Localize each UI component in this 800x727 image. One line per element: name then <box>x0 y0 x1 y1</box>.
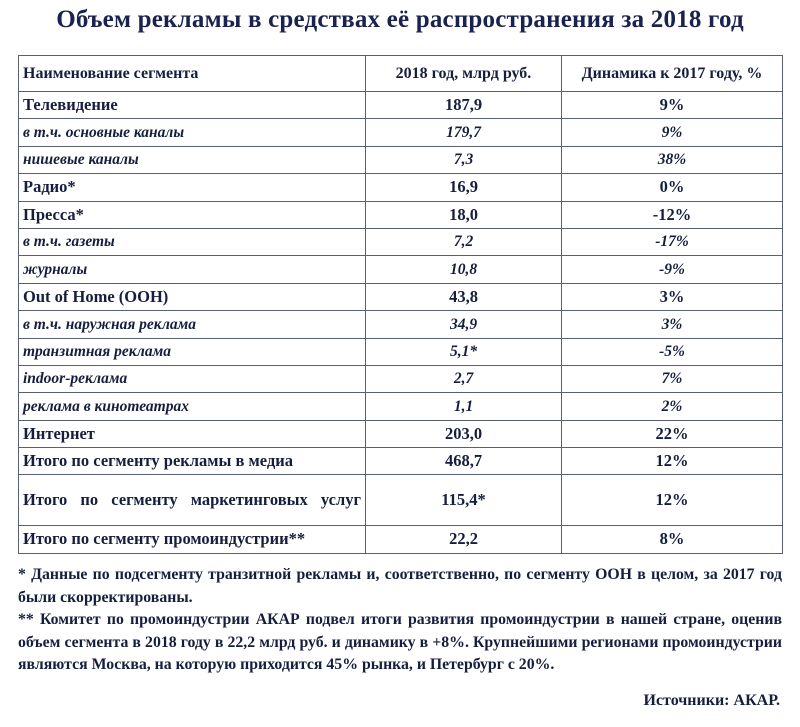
segment-name: журналы <box>19 256 366 283</box>
segment-value: 5,1* <box>366 338 562 365</box>
table-row <box>19 174 783 201</box>
table-row <box>19 365 783 392</box>
segment-change: 22% <box>562 420 783 447</box>
segment-name: Пресса* <box>19 201 366 228</box>
table-row <box>19 201 783 228</box>
segment-name: Интернет <box>19 420 366 447</box>
segment-value: 203,0 <box>366 420 562 447</box>
segment-value: 179,7 <box>366 119 562 146</box>
segment-change: -5% <box>562 338 783 365</box>
table-row <box>19 228 783 255</box>
segment-name: реклама в кинотеатрах <box>19 393 366 420</box>
segment-value: 187,9 <box>366 92 562 119</box>
segment-change: 7% <box>562 365 783 392</box>
page-title: Объем рекламы в средствах её распространения за 2018 год <box>56 6 744 33</box>
segment-name <box>19 475 366 526</box>
table-row <box>19 393 783 420</box>
segment-value: 43,8 <box>366 283 562 310</box>
segment-name: Итого по сегменту промоиндустрии** <box>19 526 366 553</box>
table-row <box>19 475 783 526</box>
segment-value: 7,3 <box>366 146 562 173</box>
segment-change: 38% <box>562 146 783 173</box>
segment-name: Телевидение <box>19 92 366 119</box>
header-change-2017: Динамика к 2017 году, % <box>562 56 783 92</box>
segment-name: Итого по сегменту рекламы в медиа <box>19 448 366 475</box>
segment-name: Out of Home (OOH) <box>19 283 366 310</box>
table-row <box>19 283 783 310</box>
table-row <box>19 119 783 146</box>
segment-name: в т.ч. наружная реклама <box>19 311 366 338</box>
segment-name: в т.ч. основные каналы <box>19 119 366 146</box>
segment-name: нишевые каналы <box>19 146 366 173</box>
segment-value: 22,2 <box>366 526 562 553</box>
table-row <box>19 448 783 475</box>
segment-value: 1,1 <box>366 393 562 420</box>
segment-change: 0% <box>562 174 783 201</box>
segment-value: 2,7 <box>366 365 562 392</box>
header-value-2018: 2018 год, млрд руб. <box>366 56 562 92</box>
footnote-transit: * Данные по подсегменту транзитной рекламы и, соответственно, по сегменту ООН в целом, за 2017 год были скорректированы. <box>18 566 782 606</box>
table-row <box>19 311 783 338</box>
segment-change: 2% <box>562 393 783 420</box>
segment-value: 115,4* <box>366 475 562 526</box>
segment-change: 12% <box>562 475 783 526</box>
segment-change: 8% <box>562 526 783 553</box>
segment-value: 16,9 <box>366 174 562 201</box>
segment-name-text: Итого по сегменту маркетинговых услуг <box>23 490 361 510</box>
table-row <box>19 526 783 553</box>
segment-change: 12% <box>562 448 783 475</box>
segment-change: -9% <box>562 256 783 283</box>
segment-change: -12% <box>562 201 783 228</box>
segment-value: 10,8 <box>366 256 562 283</box>
segment-name: транзитная реклама <box>19 338 366 365</box>
header-segment: Наименование сегмента <box>19 56 366 92</box>
table-header-row <box>19 56 783 92</box>
table-row <box>19 146 783 173</box>
segment-value: 34,9 <box>366 311 562 338</box>
advertising-volume-table <box>18 55 783 554</box>
segment-name: indoor-реклама <box>19 365 366 392</box>
segment-change: -17% <box>562 228 783 255</box>
segment-name: Радио* <box>19 174 366 201</box>
segment-change: 9% <box>562 92 783 119</box>
table-row <box>19 92 783 119</box>
segment-value: 7,2 <box>366 228 562 255</box>
segment-value: 18,0 <box>366 201 562 228</box>
table-row <box>19 338 783 365</box>
footnotes <box>18 564 782 677</box>
segment-change: 9% <box>562 119 783 146</box>
table-row <box>19 420 783 447</box>
segment-change: 3% <box>562 283 783 310</box>
segment-change: 3% <box>562 311 783 338</box>
table-row <box>19 256 783 283</box>
footnote-promo: ** Комитет по промоиндустрии АКАР подвел итоги развития промоиндустрии в нашей стране, оценив объем сегмента в 2018 году в 22,2 млрд руб. и динамику в +8%. Крупнейшими регионами промоиндустрии являются Москва, на которую приходится 45% рынка, и Петербург с 20%. <box>18 611 782 673</box>
source-caption: Источники: АКАР. <box>643 692 780 709</box>
segment-value: 468,7 <box>366 448 562 475</box>
segment-name: в т.ч. газеты <box>19 228 366 255</box>
